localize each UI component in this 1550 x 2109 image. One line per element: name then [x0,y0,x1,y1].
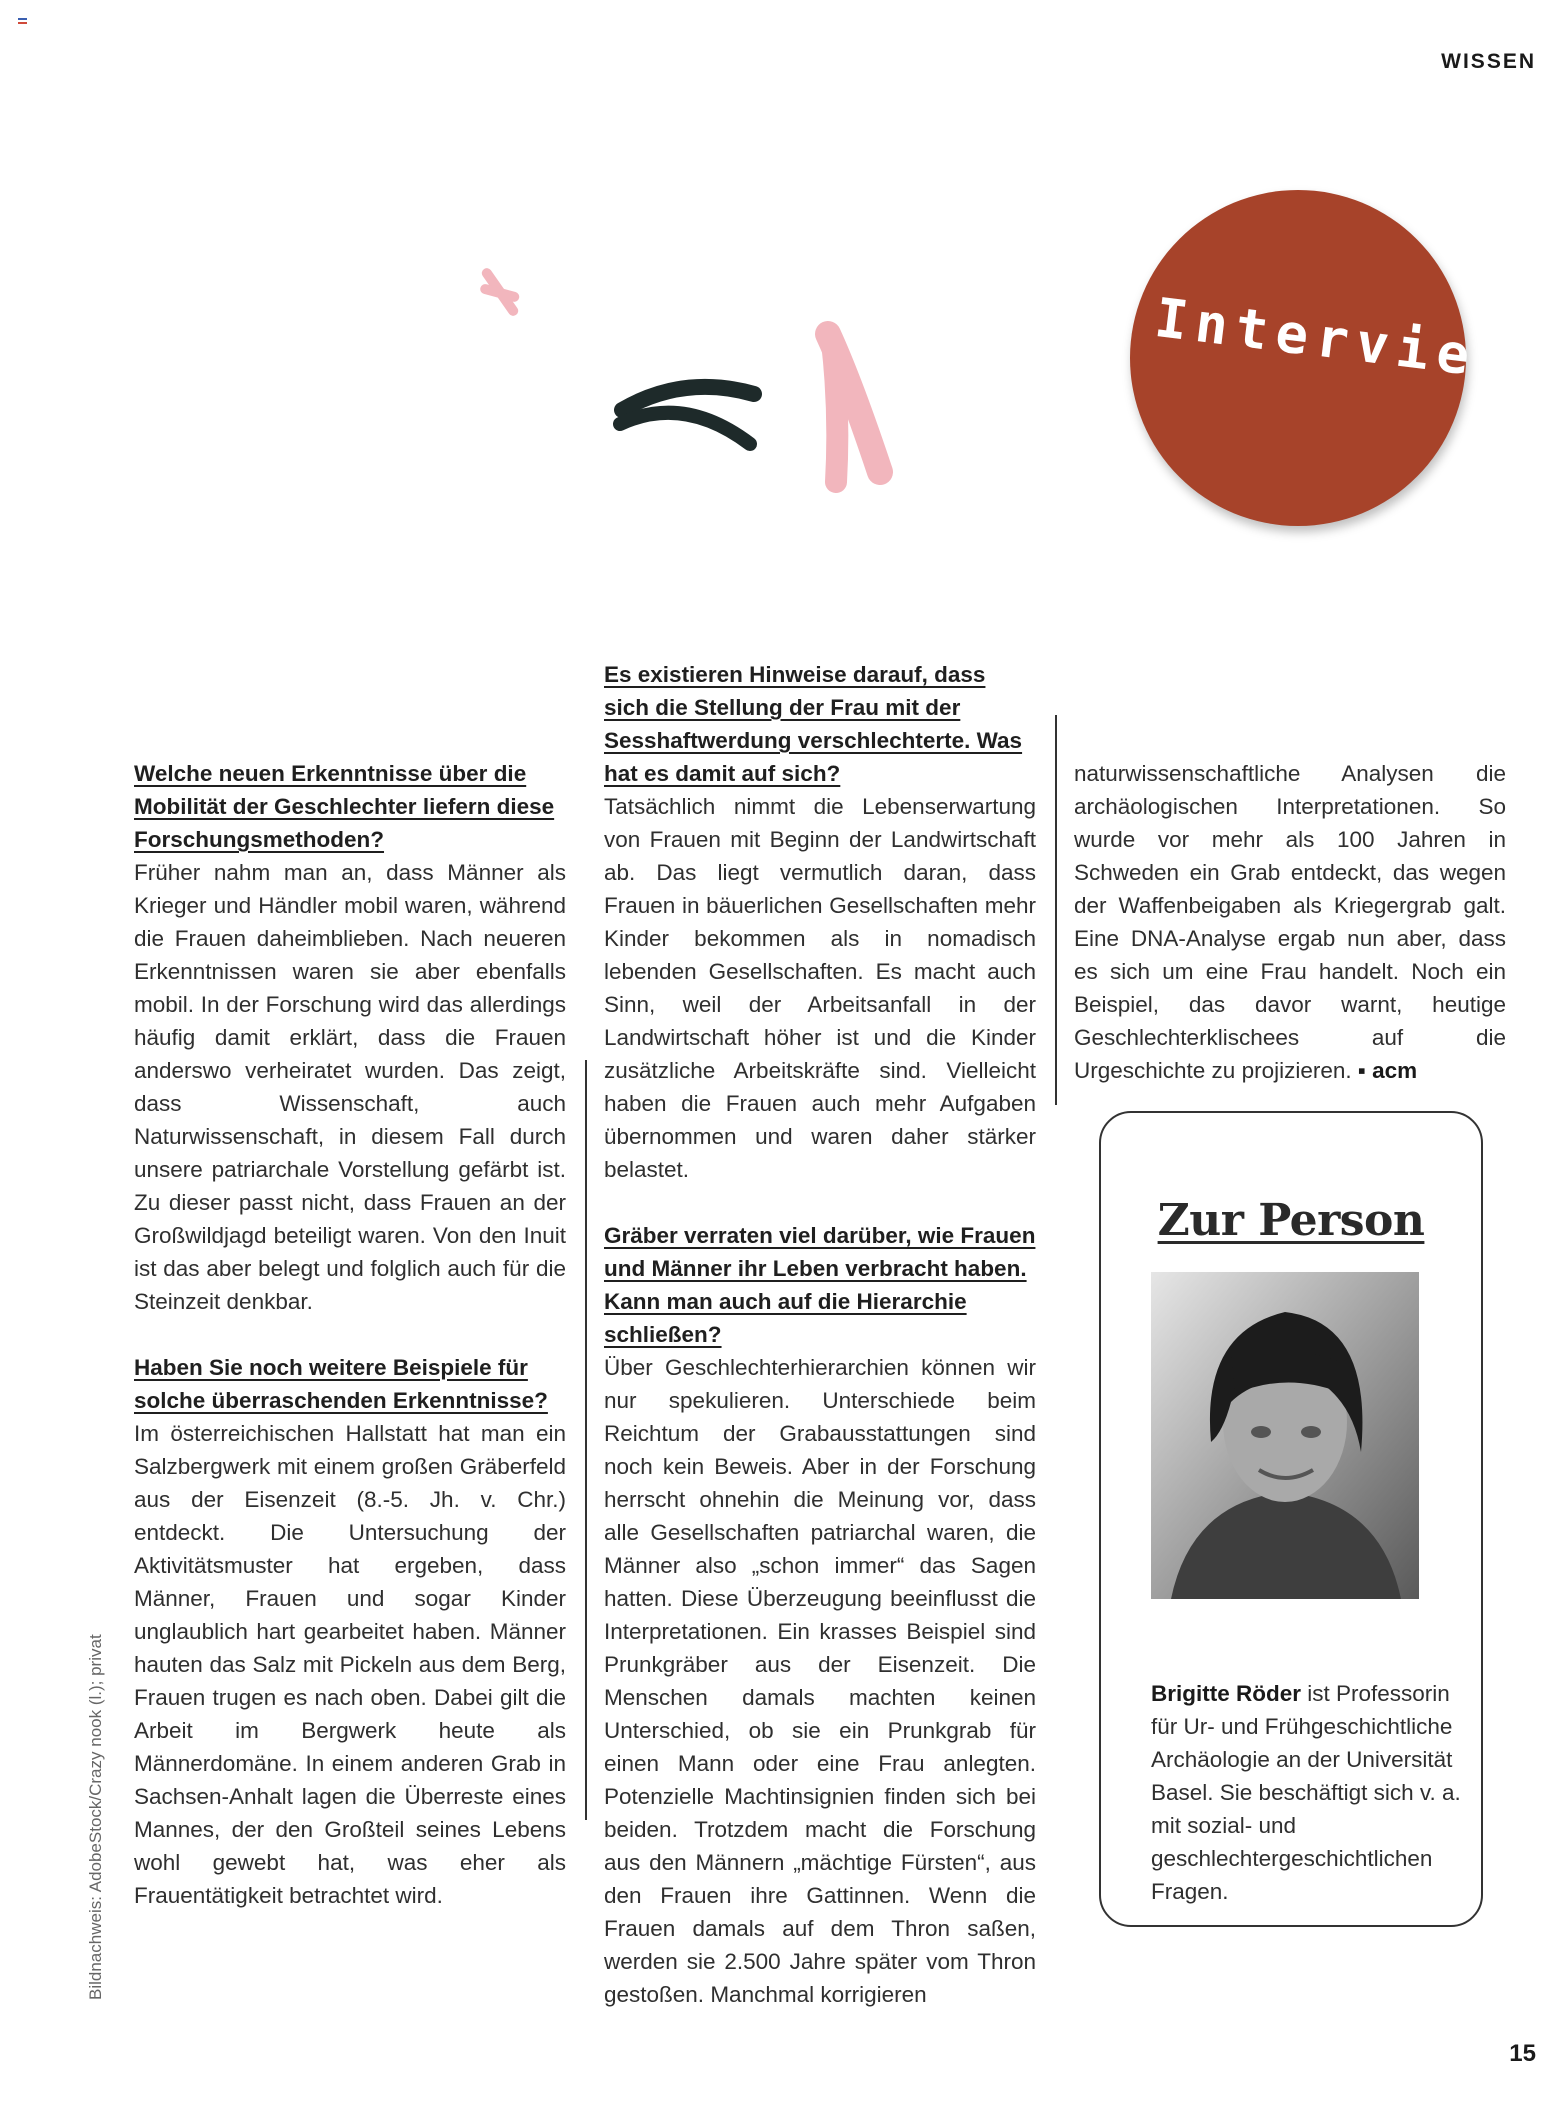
question-mobility: Welche neuen Erkenntnisse über die Mobilität der Geschlechter liefern diese Forschungsmethoden? [134,761,555,852]
person-box-title: Zur Person [1157,1195,1425,1246]
person-photo [1151,1272,1419,1599]
person-name: Brigitte Röder [1151,1681,1302,1706]
article-column-3 [1074,757,1506,1087]
answer-sedentism: Tatsächlich nimmt die Lebenserwartung von Frauen mit Beginn der Landwirtschaft ab. Das liegt vermutlich daran, dass Frauen in bäuerlichen Gesellschaften mehr Kinder bekommen als in nomadisch lebenden Gesellschaften. Es macht auch Sinn, weil der Arbeitsanfall in der Landwirtschaft höher ist und die Kinder zusätzliche Arbeitskräfte sind. Vielleicht haben die Frauen auch mehr Aufgaben übernommen und waren daher stärker belastet. [604,794,1036,1182]
person-bio [1151,1677,1471,1908]
chromosome-illustration [470,262,970,522]
author-initials: acm [1372,1058,1418,1083]
dark-chromosome-icon [620,387,754,444]
person-bio-text: ist Professorin für Ur- und Frühgeschichtliche Archäologie an der Universität Basel. Sie beschäftigt sich v. a. mit sozial- und geschlechtergeschichtlichen Fragen. [1151,1681,1461,1904]
question-more-examples: Haben Sie noch weitere Beispiele für solche überraschenden Erkenntnisse? [134,1355,548,1413]
answer-mobility: Früher nahm man an, dass Männer als Krieger und Händler mobil waren, während die Frauen daheimblieben. Nach neueren Erkenntnissen waren sie aber ebenfalls mobil. In der Forschung wird das allerdings häufig damit erklärt, dass die Frauen anderswo verheiratet wurden. Das zeigt, dass Wissenschaft, auch Naturwissenschaft, in diesem Fall durch unsere patriarchale Vorstellung gefärbt ist. Zu dieser passt nicht, dass Frauen an der Großwildjagd beteiligt waren. Von den Inuit ist das aber belegt und folglich auch für die Steinzeit denkbar. [134,860,566,1314]
column-divider [585,1060,587,1820]
answer-hierarchy-continued: naturwissenschaftliche Analysen die archäologischen Interpretationen. So wurde vor mehr als 100 Jahren in Schweden ein Grab entdeckt, das wegen der Waffenbeigaben als Kriegergrab galt. Eine DNA-Analyse ergab nun aber, dass es sich um eine Frau handelt. Noch ein Beispiel, das davor warnt, heutige Geschlechterklischees auf die Urgeschichte zu projizieren. ▪ acm [1074,761,1506,1083]
interview-badge-label: Interview [1151,286,1522,393]
answer-hierarchy: Über Geschlechterhierarchien können wir nur spekulieren. Unterschiede beim Reichtum der Grabausstattungen sind noch kein Beweis. Aber in der Forschung herrscht ohnehin die Meinung vor, dass alle Gesellschaften patriarchal waren, die Männer also „schon immer“ das Sagen hatten. Diese Überzeugung beeinflusst die Interpretationen. Ein krasses Beispiel sind Prunkgräber aus der Eisenzeit. Die Menschen damals machten keinen Unterschied, ob sie ein Prunkgrab für einen Mann oder eine Frau anlegten. Potenzielle Machtinsignien finden sich bei beiden. Trotzdem macht die Forschung aus den Männern „mächtige Fürsten“, aus den Frauen ihre Gattinnen. Wenn die Frauen damals auf dem Thron saßen, werden sie 2.500 Jahre später vom Thron gestoßen. Manchmal korrigieren [604,1355,1036,2007]
article-column-1 [134,757,566,1912]
question-sedentism: Es existieren Hinweise darauf, dass sich die Stellung der Frau mit der Sesshaftwerdung verschlechterte. Was hat es damit auf sich? [604,662,1023,786]
author-mark: ▪ acm [1357,1058,1418,1083]
page-number: 15 [1509,2040,1536,2067]
image-credit: Bildnachweis: AdobeStock/Crazy nook (l.); privat [86,1634,105,2000]
menu-icon[interactable] [18,18,27,26]
pink-chromosome-icon [828,334,880,482]
small-pink-chromosome-icon [470,262,529,325]
column-divider [1055,715,1057,1105]
question-hierarchy: Gräber verraten viel darüber, wie Frauen und Männer ihr Leben verbracht haben. Kann man auch auf die Hierarchie schließen? [604,1223,1036,1347]
section-label: WISSEN [1441,50,1536,73]
interview-badge [1130,190,1522,526]
answer-more-examples: Im österreichischen Hallstatt hat man ein Salzbergwerk mit einem großen Gräberfeld aus der Eisenzeit (8.-5. Jh. v. Chr.) entdeckt. Die Untersuchung der Aktivitätsmuster hat ergeben, dass Männer, Frauen und sogar Kinder unglaublich hart gearbeitet haben. Männer hauten das Salz mit Pickeln aus dem Berg, Frauen trugen es nach oben. Dabei gilt die Arbeit im Bergwerk heute als Männerdomäne. In einem anderen Grab in Sachsen-Anhalt lagen die Überreste eines Mannes, der den Großteil seines Lebens wohl gewebt hat, was eher als Frauentätigkeit betrachtet wird. [134,1421,566,1908]
article-column-2 [604,658,1036,2011]
